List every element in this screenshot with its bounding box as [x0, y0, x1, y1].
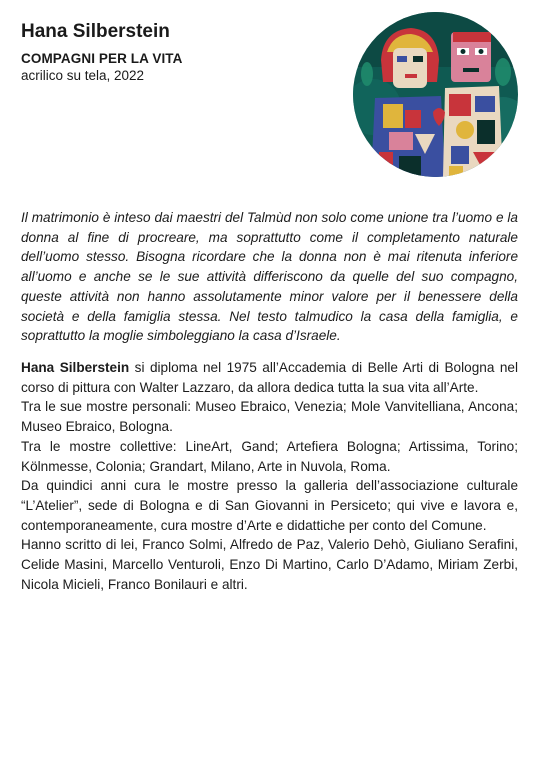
bio-paragraph-1-text: si diploma nel 1975 all’Accademia di Belle Arti di Bologna nel corso di pittura con Walter Lazzaro, da allora dedica tutta la sua vita all’Arte.: [21, 360, 518, 395]
work-title: COMPAGNI PER LA VITA: [21, 51, 183, 66]
header: [21, 20, 321, 84]
bio-paragraph-1: [21, 358, 518, 397]
bio-paragraph-5: Hanno scritto di lei, Franco Solmi, Alfredo de Paz, Valerio Dehò, Giuliano Serafini, Celide Masini, Marcello Venturoli, Enzo Di Martino, Carlo D’Adamo, Miriam Zerbi, Nicola Micieli, Franco Bonilauri e altri.: [21, 537, 518, 592]
bio-paragraph-3: Tra le mostre collettive: LineArt, Gand; Artefiera Bologna; Artissima, Torino; Kölnmesse, Colonia; Grandart, Milano, Arte in Nuvola, Roma.: [21, 438, 518, 474]
bio-paragraph-2: Tra le sue mostre personali: Museo Ebraico, Venezia; Mole Vanvitelliana, Ancona; Museo Ebraico, Bologna.: [21, 399, 518, 435]
work-medium: acrilico su tela, 2022: [21, 68, 145, 83]
biography: [21, 358, 518, 594]
quote-paragraph: Il matrimonio è inteso dai maestri del Talmùd non solo come unione tra l’uomo e la donna al fine di procreare, ma soprattutto come il completamento naturale dell’uomo stesso. Bisogna ricordare che la donna non è mai ritenuta inferiore all’uomo e anche se le sue attività differiscono da quelle del suo compagno, queste attività non hanno assolutamente minor valore per il benessere della società e della famiglia stessa. Nel testo talmudico la casa della famiglia, e soprattutto la moglie simboleggiano la casa d’Israele.: [21, 210, 518, 344]
bio-paragraph-4: Da quindici anni cura le mostre presso la galleria dell’associazione culturale “L’Atelier”, sede di Bologna e di San Giovanni in Persiceto; qui vive e lavora e, contemporaneamente, cura mostre d’Arte e didattiche per conto del Comune.: [21, 478, 518, 533]
bio-artist-name: Hana Silberstein: [21, 360, 130, 375]
painting-thumbnail-icon: [353, 12, 518, 177]
artist-name: Hana Silberstein: [21, 21, 170, 42]
